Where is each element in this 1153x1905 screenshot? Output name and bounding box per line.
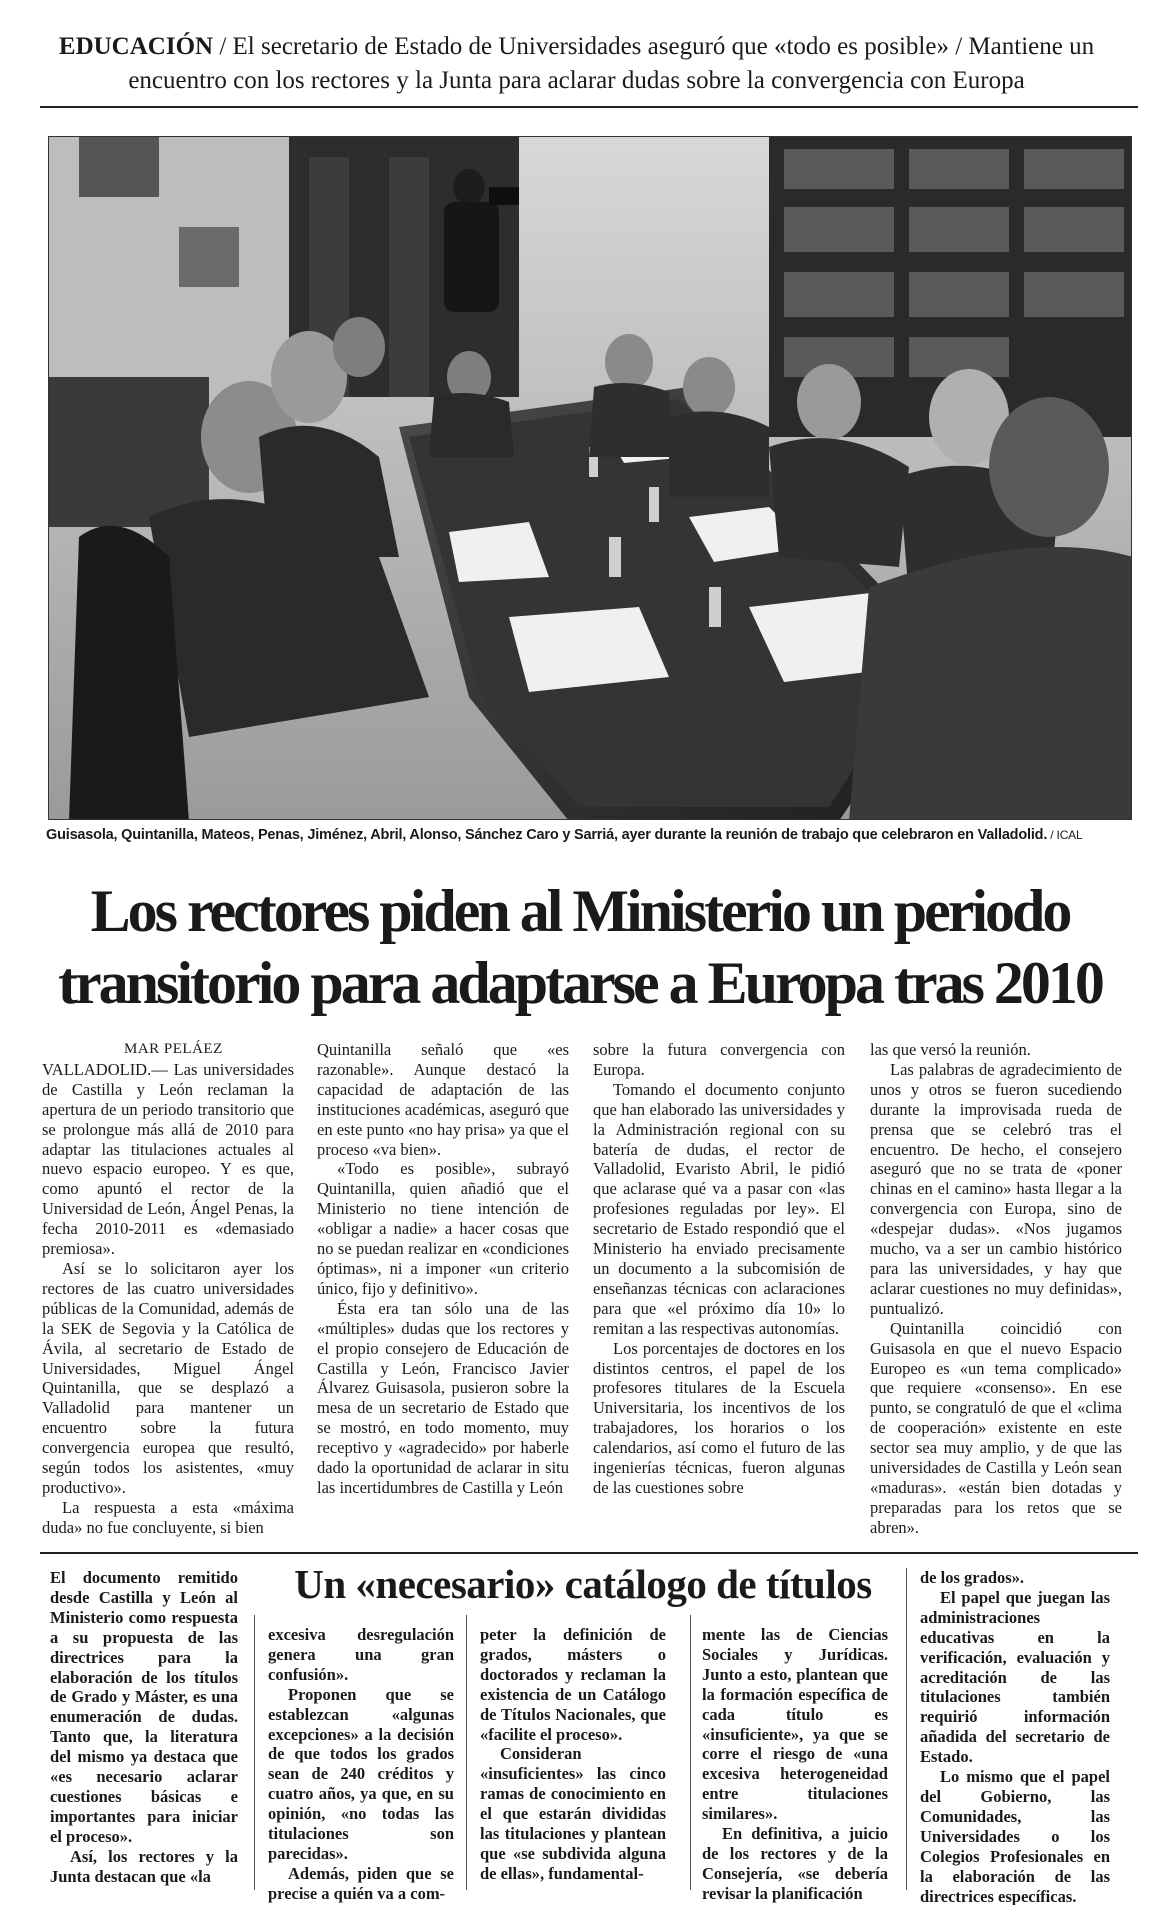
photo-credit: / ICAL (1047, 828, 1083, 842)
kicker-text: / El secretario de Estado de Universidades aseguró que «todo es posible» / Mantiene un encuentro con los rectores y la Junta para aclarar dudas sobre la convergencia con Europa (128, 33, 1095, 94)
article-paragraph: «Todo es posible», subrayó Quintanilla, quien añadió que el Ministerio no tiene intención de «obligar a nadie» a hacer cosas que no se puedan realizar en «condiciones óptimas», ni a imponer «un criterio único, fijo y definitivo». (317, 1159, 569, 1298)
sidebar-paragraph: mente las de Ciencias Sociales y Jurídicas. Junto a esto, plantean que la formación específica de cada título es «insuficiente», ya que se corre el riesgo de «una excesiva heterogeneidad entre titulaciones similares». (702, 1625, 888, 1824)
byline: MAR PELÁEZ (124, 1041, 223, 1057)
column-divider (466, 1615, 467, 1890)
article-column-3 (593, 1040, 845, 1498)
caption-text: Guisasola, Quintanilla, Mateos, Penas, Jiménez, Abril, Alonso, Sánchez Caro y Sarriá, ayer durante la reunión de trabajo que celebraron en Valladolid. (46, 827, 1048, 843)
sidebar-paragraph: peter la definición de grados, másters o doctorados y reclaman la existencia de un Catálogo de Títulos Nacionales, que «facilite el proceso». (480, 1625, 666, 1744)
article-paragraph: Ésta era tan sólo una de las «múltiples» dudas que los rectores y el propio consejero de Educación de Castilla y León, Francisco Javier Álvarez Guisasola, pusieron sobre la mesa de un secretario de Estado que se mostró, en todo momento, muy receptivo y «agradecido» por haberle dado la oportunidad de aclarar in situ las incertidumbres de Castilla y León (317, 1298, 569, 1497)
article-paragraph: Tomando el documento conjunto que han elaborado las universidades y la Administración regional con su batería de dudas, el rector de Valladolid, Evaristo Abril, le pidió que aclarase qué va a pasar con «las profesiones reguladas por ley». El secretario de Estado respondió que el Ministerio ha enviado precisamente un documento a la subcomisión de enseñanzas técnicas con aclaraciones para que «el próximo día 10» lo remitan a las respectivas autonomías. (593, 1079, 845, 1338)
sidebar-title: Un «necesario» catálogo de títulos (294, 1561, 872, 1607)
column-divider (690, 1615, 691, 1890)
article-paragraph: Las palabras de agradecimiento de unos y otros se fueron sucediendo durante la improvisada rueda de prensa que se celebró tras el encuentro. De hecho, el consejero aseguró que no se trata de «poner chinas en el camino» hasta llegar a la convergencia con Europa, sino de «despejar dudas». «Nos jugamos mucho, va a ser un cambio histórico para las universidades, y hay que aclarar cuestiones no muy definidas», puntualizó. (870, 1059, 1122, 1318)
article-paragraph: Quintanilla coincidió con Guisasola en que el nuevo Espacio Europeo es «un tema complicado» que requiere «consenso». En ese punto, se congratuló de que el «clima de cooperación» existente en este sector sea muy amplio, y de que las universidades de Castilla y León sean «maduras». «están bien dotadas y preparadas para los retos que se abren». (870, 1318, 1122, 1537)
article-paragraph: La respuesta a esta «máxima duda» no fue concluyente, si bien (42, 1497, 294, 1537)
sidebar-column-4 (702, 1625, 888, 1904)
sidebar-paragraph: Lo mismo que el papel del Gobierno, las Comunidades, las Universidades o los Colegios Profesionales en la elaboración de las directrices específicas. (920, 1767, 1110, 1905)
meeting-photo-illustration (49, 137, 1132, 820)
sidebar-column-5 (920, 1568, 1110, 1905)
sidebar-column-1 (50, 1568, 238, 1887)
column-divider (906, 1568, 907, 1890)
news-photo (48, 136, 1132, 820)
sidebar-divider (40, 1552, 1138, 1554)
sidebar-paragraph: El papel que juegan las administraciones educativas en la verificación, evaluación y acreditación de las titulaciones también requirió información añadida del secretario de Estado. (920, 1587, 1110, 1767)
sidebar-paragraph: El documento remitido desde Castilla y León al Ministerio como respuesta a su propuesta de las directrices para la elaboración de los títulos de Grado y Máster, es una enumeración de dudas. Tanto que, la literatura del mismo ya destaca que «es necesario aclarar cuestiones básicas e importantes para iniciar el proceso». (50, 1568, 238, 1846)
sidebar-paragraph: Consideran «insuficientes» las cinco ramas de conocimiento en el que estarán divididas las titulaciones y plantean que «se subdivida alguna de ellas», fundamental- (480, 1744, 666, 1883)
sidebar-paragraph: Así, los rectores y la Junta destacan que «la (50, 1846, 238, 1886)
article-column-2 (317, 1040, 569, 1498)
photo-caption (46, 827, 1136, 843)
kicker-divider (40, 106, 1138, 108)
article-paragraph: VALLADOLID.— Las universidades de Castilla y León reclaman la apertura de un periodo transitorio que se prolongue más allá de 2010 para adaptar las titulaciones actuales al nuevo espacio europeo. Y es que, como apuntó el rector de la Universidad de León, Ángel Penas, la fecha 2010-2011 es «demasiado premiosa». (42, 1059, 294, 1259)
article-paragraph: Los porcentajes de doctores en los distintos centros, el papel de los profesores titulares de la Escuela Universitaria, los incentivos de los trabajadores, los horarios o los calendarios, así como el futuro de las ingenierías técnicas, fueron algunas de las cuestiones sobre (593, 1338, 845, 1497)
article-paragraph: sobre la futura convergencia con Europa. (593, 1040, 845, 1079)
article-column-1 (42, 1040, 294, 1538)
article-paragraph: las que versó la reunión. (870, 1040, 1031, 1059)
article-paragraph: Así se lo solicitaron ayer los rectores de las cuatro universidades públicas de la Comunidad, además de la SEK de Segovia y la Católica de Ávila, al secretario de Estado de Universidades, Miguel Ángel Quintanilla, que se desplazó a Valladolid para mantener un encuentro sobre la futura convergencia europea que resultó, según todos los asistentes, «muy productivo». (42, 1258, 294, 1497)
sidebar-paragraph: En definitiva, a juicio de los rectores y de la Consejería, «se debería revisar la planificación (702, 1824, 888, 1903)
section-label: EDUCACIÓN (58, 33, 214, 60)
sidebar-column-2 (268, 1625, 454, 1904)
kicker (40, 30, 1113, 98)
headline: Los rectores piden al Ministerio un periodo transitorio para adaptarse a Europa tras 2010 (58, 878, 1102, 1016)
article-paragraph: Quintanilla señaló que «es razonable». Aunque destacó la capacidad de adaptación de las instituciones académicas, aseguró que en este punto «no hay prisa» ya que el proceso «va bien». (317, 1040, 570, 1159)
sidebar-column-3 (480, 1625, 666, 1884)
sidebar-paragraph: Además, piden que se precise a quién va a com- (268, 1863, 454, 1903)
column-divider (254, 1615, 255, 1890)
sidebar-paragraph: excesiva desregulación genera una gran confusión». (268, 1625, 454, 1684)
sidebar-paragraph: Proponen que se establezcan «algunas excepciones» a la decisión de que todos los grados sean de 240 créditos y cuatro años, ya que, en su opinión, «no todas las titulaciones son parecidas». (268, 1684, 454, 1863)
sidebar-paragraph: de los grados». (920, 1568, 1025, 1587)
article-column-4 (870, 1040, 1122, 1538)
